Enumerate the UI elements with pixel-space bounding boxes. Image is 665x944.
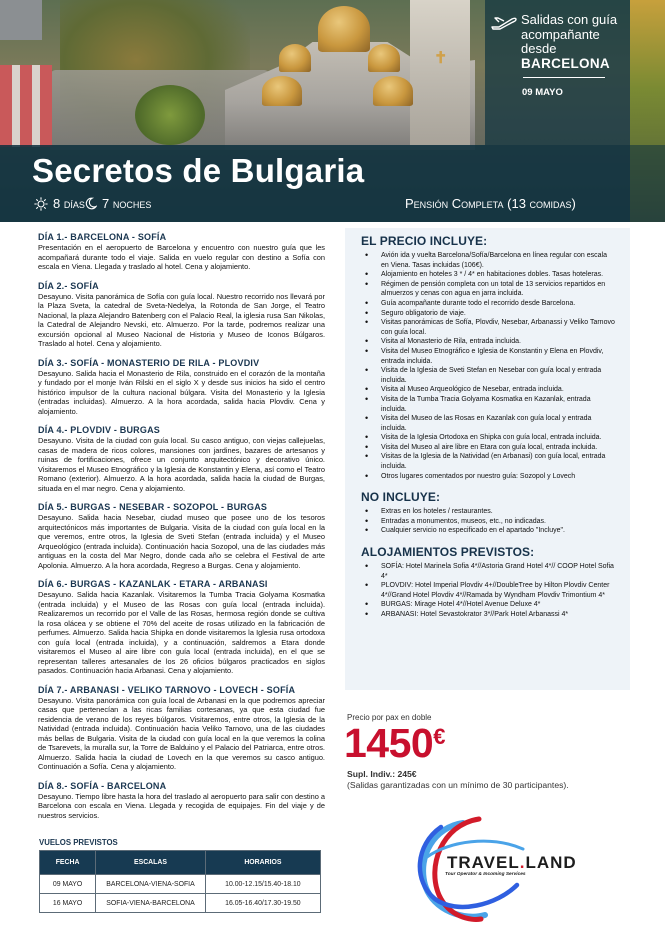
list-item: • Visita del Museo Etnográfico e Iglesia de Konstantin y Elena en Plovdiv, entrada incluida. (365, 347, 616, 366)
list-item: • Visita de la Tumba Tracia Golyama Kosmatka en Kazanlak, entrada incluida. (365, 395, 616, 414)
list-item: • Visita de la Iglesia Ortodoxa en Shipka con guía local, entrada incluida. (365, 433, 616, 443)
list-item: • PLOVDIV: Hotel Imperial Plovdiv 4+//DoubleTree by Hilton Plovdiv Center 4*//Grand Hotel Plovdiv 4*//Ramada by Wyndham Plovdiv Trimontium 4* (365, 581, 616, 600)
trip-nights (84, 196, 151, 211)
logo-name (447, 853, 577, 873)
itinerary-day (38, 281, 325, 349)
day-title: DÍA 6.- BURGAS - KAZANLAK - ETARA - ARBANASI (38, 579, 268, 589)
list-item: • SOFÍA: Hotel Marinela Sofia 4*//Astoria Grand Hotel 4*// COOP Hotel Sofia 4* (365, 562, 616, 581)
price-label: Precio por pax en doble (347, 713, 432, 722)
departure-info (521, 13, 617, 71)
list-item: • Entradas a monumentos, museos, etc., no indicadas. (365, 517, 616, 527)
moon-icon (84, 197, 97, 210)
day-title: DÍA 4.- PLOVDIV - BURGAS (38, 425, 160, 435)
day-description: Presentación en el aeropuerto de Barcelona y encuentro con nuestro guía que les acompañará durante todo el viaje. Salida en vuelo regular con destino a Sofía con escala en Viena. Llegada y traslado al hotel. Cena y alojamiento. (38, 243, 325, 271)
logo-tagline: Tour Operator & Incoming Services (445, 872, 526, 877)
excludes-list (365, 507, 616, 536)
table-cell: 16.05-16.40/17.30-19.50 (205, 894, 320, 913)
list-item: • Visita al Museo Arqueológico de Nesebar, entrada incluida. (365, 385, 616, 395)
list-item: • Visita de la Iglesia de Sveti Stefan en Nesebar con guía local y entrada incluida. (365, 366, 616, 385)
list-item: • Visita del Museo de las Rosas en Kazanlak con guía local y entrada incluida. (365, 414, 616, 433)
column-header: FECHA (40, 851, 96, 875)
itinerary-day (38, 232, 325, 272)
day-title: DÍA 3.- SOFÍA - MONASTERIO DE RILA - PLOVDIV (38, 357, 260, 368)
list-item: • Guía acompañante durante todo el recorrido desde Barcelona. (365, 299, 616, 309)
page-title: Secretos de Bulgaria (32, 152, 365, 189)
departure-city: BARCELONA (521, 55, 610, 71)
price (344, 720, 445, 767)
cross-icon: ✝ (434, 50, 448, 67)
list-item: • Otros lugares comentados por nuestro guía: Sozopol y Lovech (365, 472, 616, 482)
departure-line: desde (521, 41, 557, 56)
guarantee-note: (Salidas garantizadas con un mínimo de 30 participantes). (347, 780, 569, 790)
list-item: • Seguro obligatorio de viaje. (365, 309, 616, 319)
itinerary-day (38, 502, 325, 570)
day-title: DÍA 8.- SOFÍA - BARCELONA (38, 780, 167, 791)
divider (523, 77, 605, 78)
itinerary-day (38, 781, 325, 821)
list-item: • Alojamiento en hoteles 3 * / 4* en habitaciones dobles. Tasas hoteleras. (365, 270, 616, 280)
itinerary-day (38, 685, 325, 772)
list-item: • ARBANASI: Hotel Sevastokrator 3*//Park Hotel Arbanassi 4* (365, 610, 616, 620)
table-cell: BARCELONA-VIENA-SOFIA (96, 875, 206, 894)
dome-shape (373, 76, 413, 106)
includes-list (365, 251, 616, 481)
day-description: Desayuno. Visita de la ciudad con guía local. Su casco antiguo, con viejas callejuelas, casas de madera de ricos colores, mansiones con jardines, bazares de artesanos y ruinas de fortificaciones, ofrece un conjunto arquitectónico y decorativo único. Visitaremos el Museo Etnográfico y la Iglesia de Konstantin y Elena, así como el Teatro Romano (exterior). Almuerzo. A la hora acordada, salida hacia la ciudad de Burgas, situada en el mar negro. Cena y alojamiento. (38, 436, 325, 493)
departure-line: acompañante (521, 26, 600, 42)
hotels-list (365, 562, 616, 620)
info-box (345, 228, 630, 690)
itinerary-day (38, 425, 325, 493)
logo-word: LAND (525, 853, 577, 872)
table-header-row (40, 851, 321, 875)
list-item: • Extras en los hoteles / restaurantes. (365, 507, 616, 517)
day-title: DÍA 2.- SOFÍA (38, 280, 99, 291)
list-item: • Visitas de la Iglesia de la Natividad (en Arbanasi) con guía local, entrada incluida. (365, 452, 616, 471)
table-cell: 10.00-12.15/15.40-18.10 (205, 875, 320, 894)
hero-image (0, 0, 665, 222)
logo-dot: . (519, 853, 526, 872)
building-shape (0, 0, 42, 40)
column-header: ESCALAS (96, 851, 206, 875)
day-title: DÍA 1.- BARCELONA - SOFÍA (38, 232, 167, 242)
hotels-title: ALOJAMIENTOS PREVISTOS: (361, 545, 535, 560)
dome-shape (318, 6, 370, 52)
table-row (40, 875, 321, 894)
list-item: • Avión ida y vuelta Barcelona/Sofía/Barcelona en línea regular con escala en Viena. Tasas incluidas (106€). (365, 251, 616, 270)
table-row (40, 894, 321, 913)
dome-shape (368, 44, 400, 72)
bell-tower-shape (410, 0, 470, 145)
table-cell: 16 MAYO (40, 894, 96, 913)
single-supplement: Supl. Indiv.: 245€ (347, 769, 417, 779)
day-description: Desayuno. Visita panorámica con guía local de Arbanasi en la que podremos apreciar casas que pertenecían a las ricas familias cortesanas, ya que esta ciudad fue residencia de verano de los reyes búlgaros. Visitaremos, entre otros, la Iglesia de la Natividad (entrada incluida). Continuación hacia Veliko Tarnovo, una de las ciudades más bellas de Bulgaria. Visita de la ciudad con guía local en la que veremos la colina de Tsarevets, la muralla sur, la Torre de Balduino y el Palacio del Patriarca, entre otros. Almuerzo. Salida hacia la ciudad de Lovech en la que veremos su casco antiguo. Continuación a Sofía. Cena y alojamiento. (38, 695, 325, 771)
excludes-title: NO INCLUYE: (361, 490, 441, 505)
dome-shape (262, 76, 302, 106)
day-description: Desayuno. Tiempo libre hasta la hora del traslado al aeropuerto para salir con destino a Barcelona con escala en Viena. Llegada y recogida de equipajes. Fin del viaje y de nuestros servicios. (38, 791, 325, 820)
sun-icon (34, 197, 48, 211)
logo-word: TRAVEL (447, 853, 520, 872)
itinerary-day (38, 579, 325, 676)
table-cell: SOFIA-VIENA-BARCELONA (96, 894, 206, 913)
day-description: Desayuno. Visita panorámica de Sofía con guía local. Nuestro recorrido nos llevará por la Plaza Sveta, la catedral de Sveta-Nedelya, la Rotonda de San Jorge, el Teatro Nacional, la plaza Alejandro Batenberg con el Palacio Real, la iglesia rusa San Nikolas, la Catedral de Alejandro Nevski, etc. Almuerzo. Por la tarde, podremos realizar una excursión opcional al Museo Nacional de Historia y Museo de Iconos Búlgaros. Traslado al hotel. Cena y alojamiento. (38, 291, 325, 348)
list-item: • Visita al Monasterio de Rila, entrada incluida. (365, 337, 616, 347)
list-item: • Cualquier servicio no especificado en el apartado "Incluye". (365, 526, 616, 536)
tree-shape (135, 85, 205, 145)
day-title: DÍA 5.- BURGAS - NESEBAR - SOZOPOL - BURGAS (38, 502, 268, 512)
day-title: DÍA 7.- ARBANASI - VELIKO TARNOVO - LOVECH - SOFÍA (38, 684, 296, 695)
price-currency: € (433, 724, 445, 749)
table-cell: 09 MAYO (40, 875, 96, 894)
flights-title: VUELOS PREVISTOS (39, 838, 118, 847)
dome-shape (279, 44, 311, 72)
day-description: Desayuno. Salida hacia el Monasterio de Rila, construido en el corazón de la montaña y fundado por el monje Iván Rilski en el siglo X y desde sus inicios ha sido el centro histórico impulsor de la cultura nacional búlgara. Visita del Monasterio y la Iglesia (entradas incluidas). Almuerzo. A la hora acordada, salida hacia Plovdiv. Cena y alojamiento. (38, 368, 325, 416)
departure-line: Salidas con guía (521, 12, 618, 27)
list-item: • Visita del Museo al aire libre en Etara con guía local, entrada incluida. (365, 443, 616, 453)
nights-label: 7 noches (102, 196, 152, 211)
day-description: Desayuno. Salida hacia Kazanlak. Visitaremos la Tumba Tracia Golyama Kosmatka (entrada incluida) y el Museo de las Rosas con guía local (entrada incluida). Realizaremos un recorrido por el Valle de las Rosas, hermosa región donde se cultiva la rosa olácea y se obtiene el 70% del aceite de rosas utilizado en la fabricación de perfumes. Almuerzo. Salida hacia Shipka en donde visitaremos la Iglesia rusa ortodoxa con guía local (entrada incluida), y a continuación, saldremos a Etara donde visitaremos el Museo al aire libre con guía local (entrada incluida), en el que se representan talleres artesanales de los 26 oficios búlgaros practicados en siglos pasados. Continuación hacia Arbanasi. Cena y alojamiento. (38, 590, 325, 675)
list-item: • Régimen de pensión completa con un total de 13 servicios repartidos en almuerzos y cenas con agua en jarra incluida. (365, 280, 616, 299)
flights-table (39, 850, 321, 913)
itinerary-day (38, 358, 325, 417)
day-description: Desayuno. Salida hacia Nesebar, ciudad museo que posee uno de los tesoros arquitectónicos más importantes de Bulgaria. Visita de la ciudad con guía local en la que veremos, entre otros, la Iglesia de Sveti Stefan (entrada incluida) y el Museo Arqueológico (entrada incluida). Continuación hacia Sozopol, una de las ciudades más antiguas en la costa del Mar Negro, donde cada año se celebra el Festival de arte Apolonia. Almuerzo. A la hora acordada, Regreso a Burgas. Cena y alojamiento. (38, 513, 325, 570)
list-item: • BURGAS: Mirage Hotel 4*//Hotel Avenue Deluxe 4* (365, 600, 616, 610)
days-label: 8 días (53, 196, 85, 211)
column-header: HORARIOS (205, 851, 320, 875)
meal-plan (405, 196, 576, 211)
title-band-edge (630, 145, 665, 222)
plane-icon (490, 12, 518, 32)
itinerary (38, 232, 325, 829)
red-building-shape (0, 65, 52, 147)
departure-date: 09 MAYO (522, 87, 563, 98)
includes-title: EL PRECIO INCLUYE: (361, 234, 488, 248)
list-item: • Visitas panorámicas de Sofía, Plovdiv, Nesebar, Arbanassi y Veliko Tarnovo con guía local. (365, 318, 616, 337)
trip-days (34, 196, 85, 211)
board-label: Pensión Completa (13 comidas) (405, 196, 576, 211)
price-amount: 1450 (344, 720, 434, 766)
